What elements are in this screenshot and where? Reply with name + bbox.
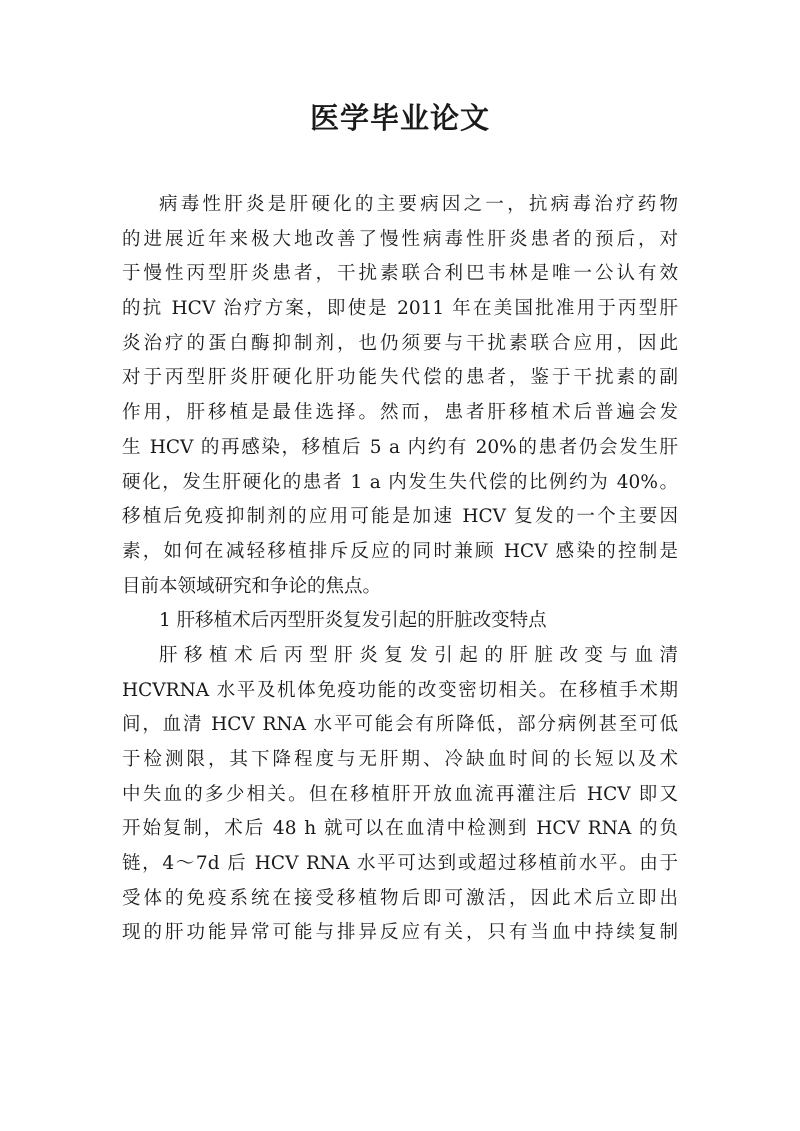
text-line: 的抗 HCV 治疗方案，即使是 2011 年在美国批准用于丙型肝	[122, 298, 678, 320]
text-line: 间，血清 HCV RNA 水平可能会有所降低，部分病例甚至可低	[122, 714, 678, 736]
section-heading	[122, 604, 678, 639]
text-line: 于检测限，其下降程度与无肝期、冷缺血时间的长短以及术	[122, 749, 678, 770]
text-line: 对于丙型肝炎肝硬化肝功能失代偿的患者，鉴于干扰素的副	[122, 367, 678, 389]
document-body	[122, 188, 678, 951]
text-line: 的进展近年来极大地改善了慢性病毒性肝炎患者的预后，对	[122, 228, 678, 250]
text-line: 作用，肝移植是最佳选择。然而，患者肝移植术后普遍会发	[122, 402, 678, 424]
text-line: 生 HCV 的再感染，移植后 5 a 内约有 20%的患者仍会发生肝	[122, 436, 678, 458]
text-line: 受体的免疫系统在接受移植物后即可激活，因此术后立即出	[122, 887, 678, 909]
paragraph-intro	[122, 188, 678, 604]
text-line: 硬化，发生肝硬化的患者 1 a 内发生失代偿的比例约为 40%。	[122, 471, 678, 493]
document-title: 医学毕业论文	[309, 101, 490, 135]
text-line: 素，如何在减轻移植排斥反应的同时兼顾 HCV 感染的控制是	[122, 540, 678, 562]
text-line: 目前本领域研究和争论的焦点。	[122, 575, 382, 597]
text-line: 中失血的多少相关。但在移植肝开放血流再灌注后 HCV 即又	[122, 783, 678, 805]
text-line: 病毒性肝炎是肝硬化的主要病因之一，抗病毒治疗药物	[159, 194, 678, 215]
text-line: 开始复制，术后 48 h 就可以在血清中检测到 HCV RNA 的负	[122, 818, 678, 840]
section-heading-text: 1 肝移植术后丙型肝炎复发引起的肝脏改变特点	[159, 610, 547, 632]
text-line: 移植后免疫抑制剂的应用可能是加速 HCV 复发的一个主要因	[122, 506, 678, 528]
text-line: 链，4～7d 后 HCV RNA 水平可达到或超过移植前水平。由于	[122, 853, 678, 875]
text-line: 现的肝功能异常可能与排异反应有关，只有当血中持续复制	[122, 922, 678, 944]
text-line: 于慢性丙型肝炎患者，干扰素联合利巴韦林是唯一公认有效	[122, 263, 678, 285]
paragraph-section-1	[122, 639, 678, 951]
text-line: HCVRNA 水平及机体免疫功能的改变密切相关。在移植手术期	[122, 679, 678, 701]
text-line: 炎治疗的蛋白酶抑制剂，也仍须要与干扰素联合应用，因此	[122, 332, 678, 354]
text-line: 肝移植术后丙型肝炎复发引起的肝脏改变与血清	[159, 644, 678, 666]
